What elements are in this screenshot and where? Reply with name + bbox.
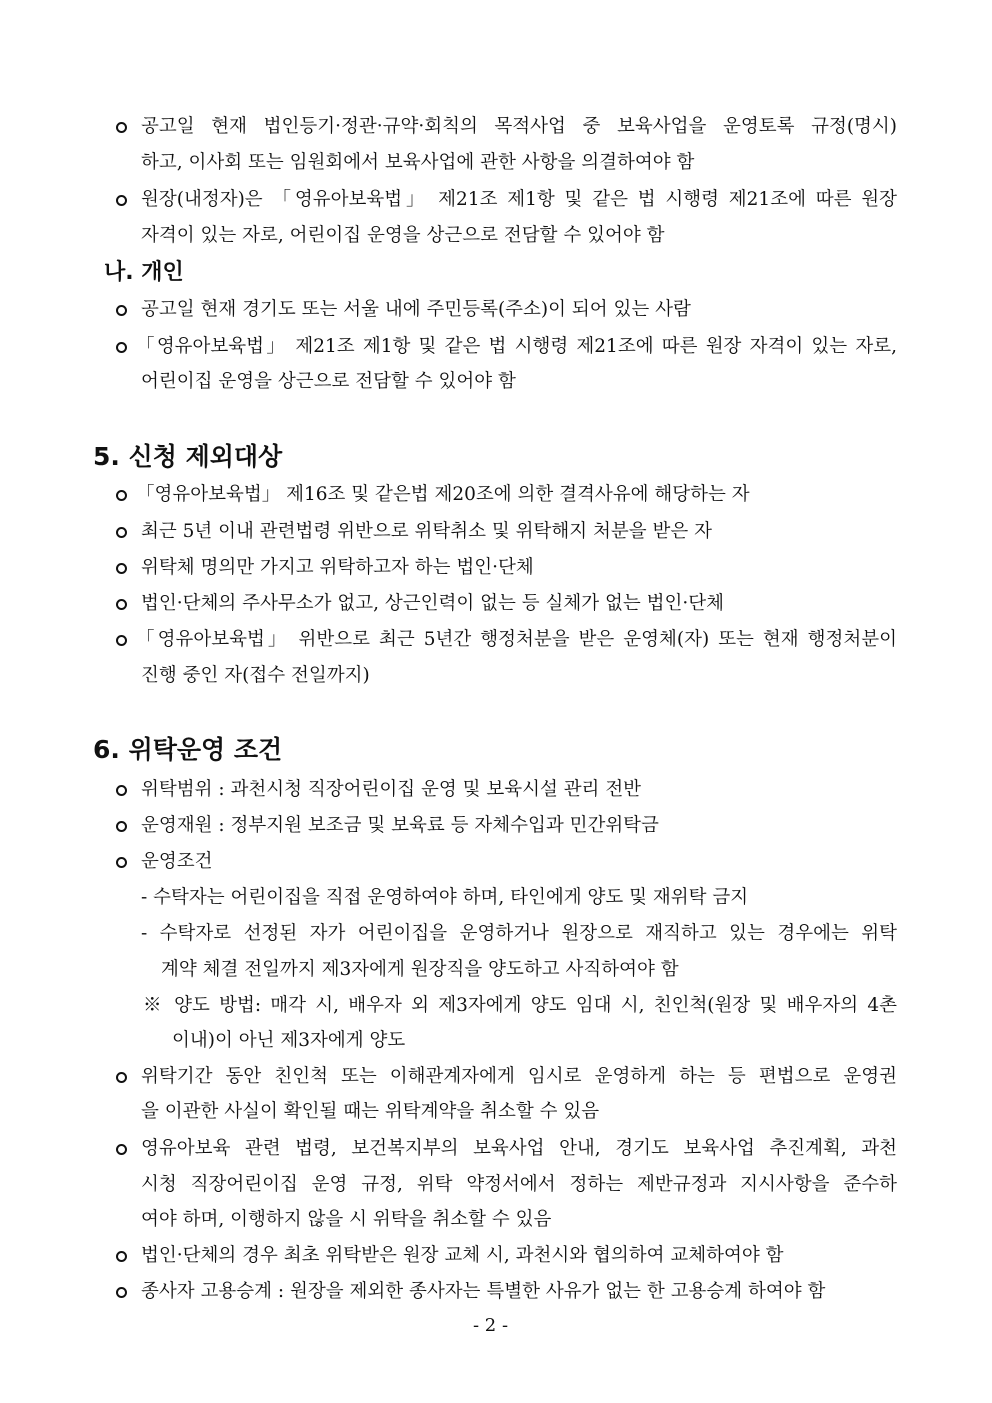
list-item-continuation: 진행 중인 자(접수 전일까지): [141, 665, 370, 686]
circle-bullet-icon: [116, 1287, 127, 1298]
list-item: 운영조건: [141, 851, 213, 872]
subsection-heading: 나. 개인: [104, 260, 184, 285]
list-item-continuation: 시청 직장어린이집 운영 규정, 위탁 약정서에서 정하는 제반규정과 지시사항을 준수하: [141, 1174, 897, 1195]
circle-bullet-icon: [116, 821, 127, 832]
circle-bullet-icon: [116, 599, 127, 610]
circle-bullet-icon: [116, 195, 127, 206]
list-item-continuation: 자격이 있는 자로, 어린이집 운영을 상근으로 전담할 수 있어야 함: [141, 225, 665, 246]
circle-bullet-icon: [116, 527, 127, 538]
page-number: - 2 -: [473, 1315, 509, 1336]
list-item: 법인·단체의 경우 최초 위탁받은 원장 교체 시, 과천시와 협의하여 교체하여야 함: [141, 1245, 784, 1266]
circle-bullet-icon: [116, 563, 127, 574]
circle-bullet-icon: [116, 1251, 127, 1262]
list-item-continuation: 하고, 이사회 또는 임원회에서 보육사업에 관한 사항을 의결하여야 함: [141, 152, 695, 173]
list-item: 「영유아보육법」 제16조 및 같은법 제20조에 의한 결격사유에 해당하는 자: [136, 484, 750, 505]
list-item: 법인·단체의 주사무소가 없고, 상근인력이 없는 등 실체가 없는 법인·단체: [141, 593, 724, 614]
list-item: 공고일 현재 경기도 또는 서울 내에 주민등록(주소)이 되어 있는 사람: [141, 299, 691, 320]
list-item: 최근 5년 이내 관련법령 위반으로 위탁취소 및 위탁해지 처분을 받은 자: [141, 521, 712, 542]
list-item: 영유아보육 관련 법령, 보건복지부의 보육사업 안내, 경기도 보육사업 추진계획, 과천: [141, 1138, 897, 1159]
list-item-continuation: 어린이집 운영을 상근으로 전담할 수 있어야 함: [141, 371, 516, 392]
circle-bullet-icon: [116, 122, 127, 133]
circle-bullet-icon: [116, 785, 127, 796]
section-heading: 6. 위탁운영 조건: [93, 735, 283, 764]
list-item-continuation: 을 이관한 사실이 확인될 때는 위탁계약을 취소할 수 있음: [141, 1101, 600, 1122]
circle-bullet-icon: [116, 342, 127, 353]
note-item: ※ 양도 방법: 매각 시, 배우자 외 제3자에게 양도 임대 시, 친인척(원장 및 배우자의 4촌: [143, 995, 897, 1016]
circle-bullet-icon: [116, 1144, 127, 1155]
note-item-continuation: 이내)이 아닌 제3자에게 양도: [172, 1030, 406, 1051]
list-item: 「영유아보육법」 제21조 제1항 및 같은 법 시행령 제21조에 따른 원장 자격이 있는 자로,: [136, 336, 897, 357]
circle-bullet-icon: [116, 635, 127, 646]
list-item: 공고일 현재 법인등기·정관·규약·회칙의 목적사업 중 보육사업을 운영토록 규정(명시): [141, 116, 897, 137]
circle-bullet-icon: [116, 490, 127, 501]
list-item: 운영재원 : 정부지원 보조금 및 보육료 등 자체수입과 민간위탁금: [141, 815, 659, 836]
list-item: 「영유아보육법」 위반으로 최근 5년간 행정처분을 받은 운영체(자) 또는 현재 행정처분이: [136, 629, 897, 650]
list-item: 위탁체 명의만 가지고 위탁하고자 하는 법인·단체: [141, 557, 534, 578]
section-heading: 5. 신청 제외대상: [93, 442, 283, 471]
list-item: 위탁기간 동안 친인척 또는 이해관계자에게 임시로 운영하게 하는 등 편법으로 운영권: [141, 1066, 897, 1087]
list-item: 위탁범위 : 과천시청 직장어린이집 운영 및 보육시설 관리 전반: [141, 779, 642, 800]
sub-list-item: - 수탁자는 어린이집을 직접 운영하여야 하며, 타인에게 양도 및 재위탁 금지: [141, 887, 749, 908]
list-item: 종사자 고용승계 : 원장을 제외한 종사자는 특별한 사유가 없는 한 고용승계 하여야 함: [141, 1281, 826, 1302]
circle-bullet-icon: [116, 857, 127, 868]
circle-bullet-icon: [116, 1072, 127, 1083]
sub-list-item: - 수탁자로 선정된 자가 어린이집을 운영하거나 원장으로 재직하고 있는 경우에는 위탁: [141, 923, 897, 944]
list-item: 원장(내정자)은 「영유아보육법」 제21조 제1항 및 같은 법 시행령 제21조에 따른 원장: [141, 189, 897, 210]
list-item-continuation: 여야 하며, 이행하지 않을 시 위탁을 취소할 수 있음: [141, 1209, 552, 1230]
sub-list-item-continuation: 계약 체결 전일까지 제3자에게 원장직을 양도하고 사직하여야 함: [161, 959, 679, 980]
circle-bullet-icon: [116, 305, 127, 316]
